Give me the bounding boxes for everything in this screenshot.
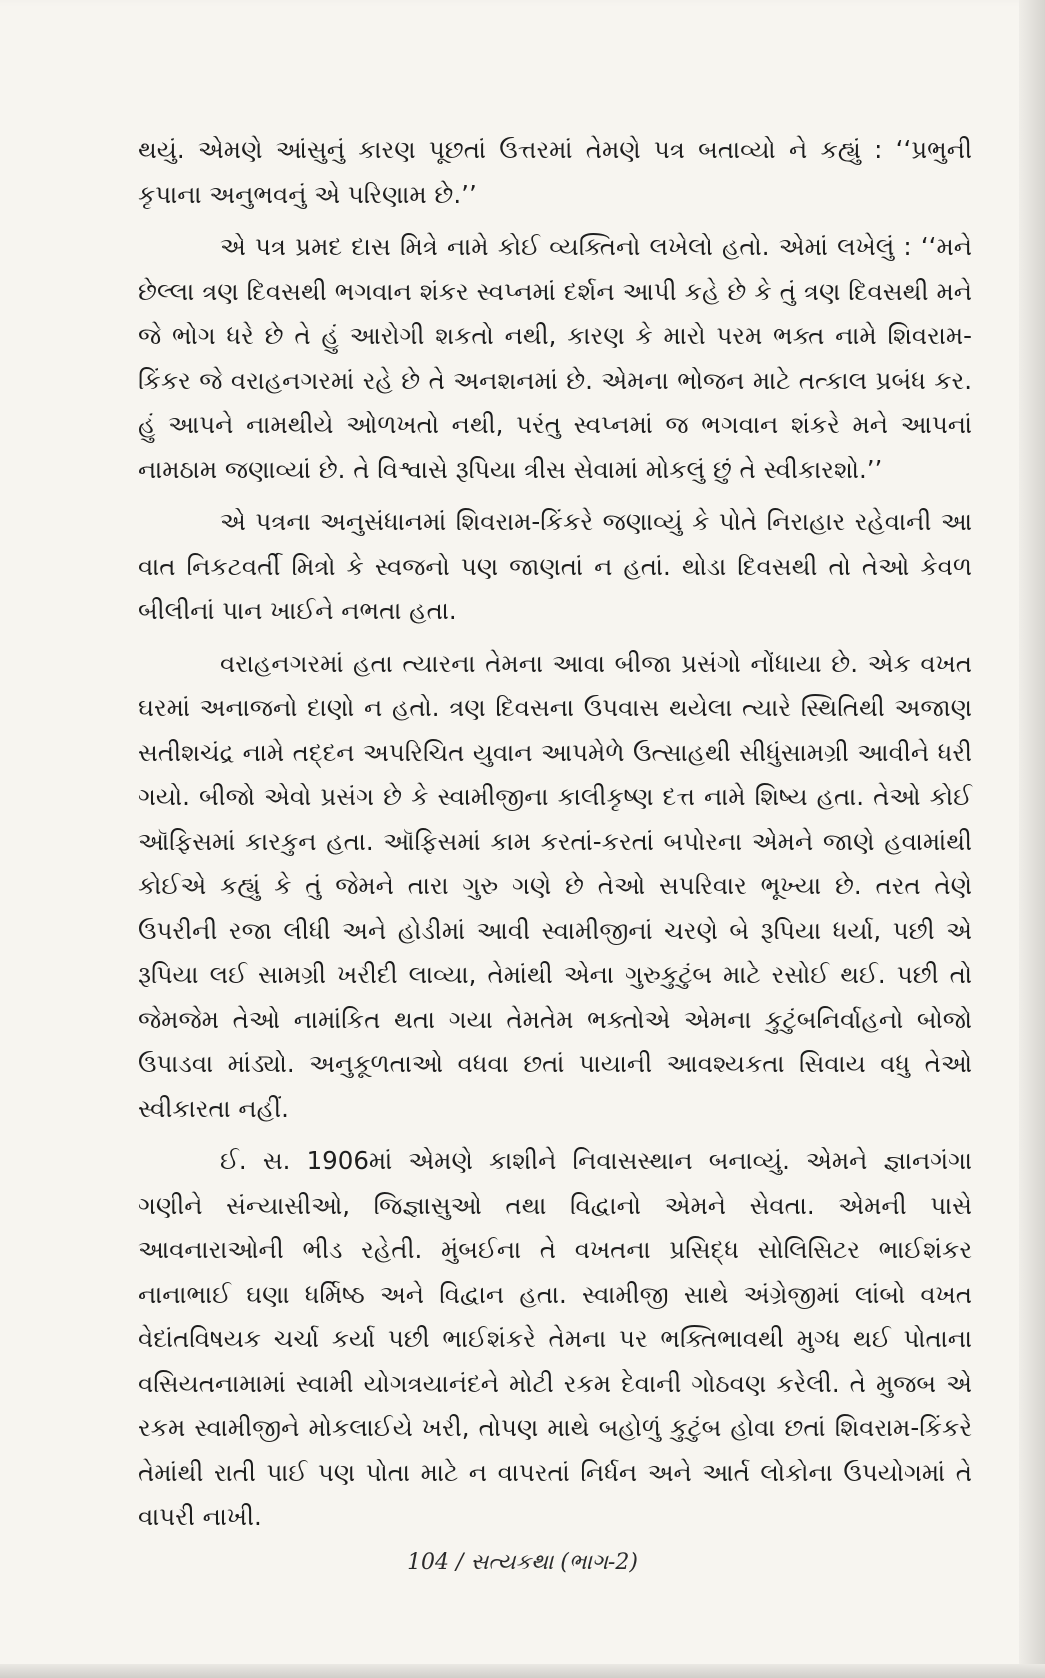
paragraph-2: એ પત્ર પ્રમદ દાસ મિત્રે નામે કોઈ વ્યક્તિનો લખેલો હતો. એમાં લખેલું : ‘‘મને છેલ્લા ત્રણ દિવસથી ભગવાન શંકર સ્વપ્નમાં દર્શન આપી કહે છે કે તું ત્રણ દિવસથી મને જે ભોગ ધરે છે તે હું આરોગી શકતો નથી, કારણ કે મારો પરમ ભક્ત નામે શિવરામ-કિંકર જે વરાહનગરમાં રહે છે તે અનશનમાં છે. એમના ભોજન માટે તત્કાલ પ્રબંધ કર. હું આપને નામથીયે ઓળખતો નથી, પરંતુ સ્વપ્નમાં જ ભગવાન શંકરે મને આપનાં નામઠામ જણાવ્યાં છે. તે વિશ્વાસે રૂપિયા ત્રીસ સેવામાં મોકલું છું તે સ્વીકારશો.’’ — [138, 232, 972, 484]
paragraph-3: એ પત્રના અનુસંધાનમાં શિવરામ-કિંકરે જણાવ્યું કે પોતે નિરાહાર રહેવાની આ વાત નિકટવર્તી મિત્રો કે સ્વજનો પણ જાણતાં ન હતાં. થોડા દિવસથી તો તેઓ કેવળ બીલીનાં પાન ખાઈને નભતા હતા. — [138, 507, 972, 625]
paragraph-1: થયું. એમણે આંસુનું કારણ પૂછતાં ઉત્તરમાં તેમણે પત્ર બતાવ્યો ને કહ્યું : ‘‘પ્રભુની કૃપાના અનુભવનું એ પરિણામ છે.’’ — [138, 135, 972, 209]
page-footer: 104 / સત્યકથા (ભાગ-2) — [407, 1550, 638, 1575]
body-text — [138, 128, 972, 1548]
paragraph-4: વરાહનગરમાં હતા ત્યારના તેમના આવા બીજા પ્રસંગો નોંધાયા છે. એક વખત ઘરમાં અનાજનો દાણો ન હતો. ત્રણ દિવસના ઉપવાસ થયેલા ત્યારે સ્થિતિથી અજાણ સતીશચંદ્ર નામે તદ્દન અપરિચિત યુવાન આપમેળે ઉત્સાહથી સીધુંસામગ્રી આવીને ધરી ગયો. બીજો એવો પ્રસંગ છે કે સ્વામીજીના કાલીકૃષ્ણ દત્ત નામે શિષ્ય હતા. તેઓ કોઈ ઑફિસમાં કારકુન હતા. ઑફિસમાં કામ કરતાં-કરતાં બપોરના એમને જાણે હવામાંથી કોઈએ કહ્યું કે તું જેમને તારા ગુરુ ગણે છે તેઓ સપરિવાર ભૂખ્યા છે. તરત તેણે ઉપરીની રજા લીધી અને હોડીમાં આવી સ્વામીજીનાં ચરણે બે રૂપિયા ધર્યા, પછી એ રૂપિયા લઈ સામગ્રી ખરીદી લાવ્યા, તેમાંથી એના ગુરુકુટુંબ માટે રસોઈ થઈ. પછી તો જેમજેમ તેઓ નામાંકિત થતા ગયા તેમતેમ ભક્તોએ એમના કુટુંબનિર્વાહનો બોજો ઉપાડવા માંડ્યો. અનુકૂળતાઓ વધવા છતાં પાયાની આવશ્યકતા સિવાય વધુ તેઓ સ્વીકારતા નહીં. — [138, 648, 972, 1123]
page-bottom-edge — [0, 1664, 1045, 1678]
page-edge-shadow — [1019, 0, 1045, 1678]
paragraph-5: ઈ. સ. 1906માં એમણે કાશીને નિવાસસ્થાન બનાવ્યું. એમને જ્ઞાનગંગા ગણીને સંન્યાસીઓ, જિજ્ઞાસુઓ તથા વિદ્વાનો એમને સેવતા. એમની પાસે આવનારાઓની ભીડ રહેતી. મુંબઈના તે વખતના પ્રસિદ્ધ સોલિસિટર ભાઈશંકર નાનાભાઈ ઘણા ધર્મિષ્ઠ અને વિદ્વાન હતા. સ્વામીજી સાથે અંગ્રેજીમાં લાંબો વખત વેદાંતવિષયક ચર્ચા કર્યા પછી ભાઈશંકરે તેમના પર ભક્તિભાવથી મુગ્ધ થઈ પોતાના વસિયતનામામાં સ્વામી યોગત્રયાનંદને મોટી રકમ દેવાની ગોઠવણ કરેલી. તે મુજબ એ રકમ સ્વામીજીને મોકલાઈયે ખરી, તોપણ માથે બહોળું કુટુંબ હોવા છતાં શિવરામ-કિંકરે તેમાંથી રાતી પાઈ પણ પોતા માટે ન વાપરતાં નિર્ધન અને આર્ત લોકોના ઉપયોગમાં તે વાપરી નાખી. — [138, 1146, 972, 1531]
